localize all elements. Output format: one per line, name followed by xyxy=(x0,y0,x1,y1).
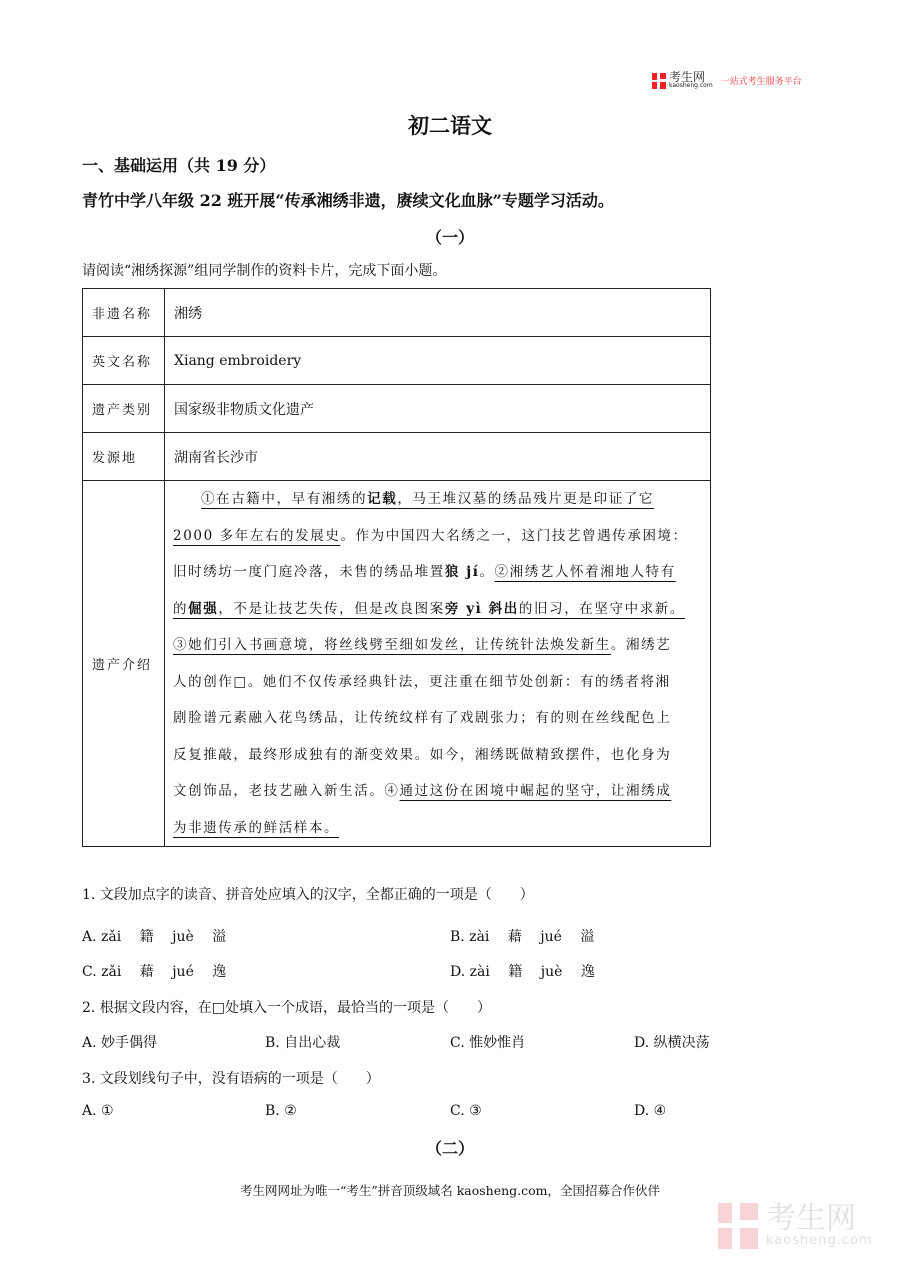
passage-segment: ③她们引入书画意境，将丝线劈至细如发丝，让传统针法焕发新生 xyxy=(173,637,611,653)
passage-segment: ，不是让技艺失传，但是改良图案 xyxy=(218,600,445,617)
card-label: 非遗名称 xyxy=(83,289,165,337)
passage-segment: 文创饰品，老技艺融入新生活。④ xyxy=(173,783,400,799)
passage-segment: ②湘绣艺人怀着湘地人特有 xyxy=(494,564,676,580)
passage-line xyxy=(173,627,702,664)
passage-segment: ①在古籍中，早有湘绣的 xyxy=(201,491,368,507)
card-row xyxy=(83,337,711,385)
card-value: Xiang embroidery xyxy=(165,337,711,385)
card-label: 遗产类别 xyxy=(83,385,165,433)
logo-mark-icon xyxy=(652,73,666,89)
intro-passage xyxy=(165,481,711,847)
passage-segment: 反复推敲，最终形成独有的渐变效果。如今，湘绣既做精致摆件，也化身为 xyxy=(173,746,672,763)
marked-word: 记载 xyxy=(367,491,398,507)
passage-line xyxy=(173,773,702,810)
answer-option[interactable]: D. ④ xyxy=(634,1103,667,1119)
answer-option[interactable]: D. 纵横决荡 xyxy=(634,1035,710,1051)
passage-line xyxy=(173,737,702,774)
answer-option[interactable]: B. ② xyxy=(265,1103,297,1119)
passage-line xyxy=(173,554,702,591)
passage-segment: 人的创作□。她们不仅传承经典针法，更注重在细节处创新：有的绣者将湘 xyxy=(173,673,671,690)
question-stem: 1. 文段加点字的读音、拼音处应填入的汉字，全都正确的一项是（ ） xyxy=(82,887,534,903)
footer-text: 考生网网址为唯一“考生”拼音顶级域名 kaosheng.com，全国招募合作伙伴 xyxy=(239,1183,661,1198)
answer-option[interactable]: C. zǎi 藉 jué 逸 xyxy=(82,964,227,980)
passage-segment: 2000 多年左右的发展史 xyxy=(173,527,341,544)
instruction: 请阅读“湘绣探源”组同学制作的资料卡片，完成下面小题。 xyxy=(82,263,447,279)
marked-word: 旁 yì 斜出 xyxy=(444,600,519,617)
card-row-intro xyxy=(83,481,711,847)
answer-option[interactable]: C. ③ xyxy=(450,1103,482,1119)
header-logo xyxy=(652,72,802,89)
watermark-logo xyxy=(718,1203,873,1249)
part-heading-2: （二） xyxy=(425,1139,474,1158)
answer-option[interactable]: A. ① xyxy=(82,1103,114,1119)
question-stem: 3. 文段划线句子中，没有语病的一项是（ ） xyxy=(82,1071,380,1087)
page-title: 初二语文 xyxy=(408,113,492,138)
slogan: 一站式考生服务平台 xyxy=(720,77,802,87)
passage-segment: 旧时绣坊一度门庭冷落，未售的绣品堆置 xyxy=(173,564,445,580)
marked-word: 倔强 xyxy=(188,600,219,617)
answer-option[interactable]: A. zǎi 籍 juè 溢 xyxy=(82,929,227,945)
passage-segment: ，马王堆汉墓的绣品残片更是印证了它 xyxy=(397,491,655,507)
passage-segment: 。作为中国四大名绣之一，这门技艺曾遇传承困境： xyxy=(340,527,688,544)
watermark-domain: kaosheng.com xyxy=(766,1233,873,1248)
passage-line xyxy=(173,700,702,737)
card-value: 国家级非物质文化遗产 xyxy=(165,385,711,433)
card-value: 湘绣 xyxy=(165,289,711,337)
passage-segment: 为非遗传承的鲜活样本。 xyxy=(173,819,340,836)
card-label: 发源地 xyxy=(83,433,165,481)
passage-line xyxy=(173,481,702,518)
passage-line xyxy=(173,664,702,701)
watermark-mark-icon xyxy=(718,1203,758,1249)
answer-option[interactable]: C. 惟妙惟肖 xyxy=(450,1035,526,1051)
card-value: 湖南省长沙市 xyxy=(165,433,711,481)
passage-segment: 。 xyxy=(479,564,495,580)
passage-segment: 剧脸谱元素融入花鸟绣品，让传统纹样有了戏剧张力；有的则在丝线配色上 xyxy=(173,710,672,726)
watermark-name: 考生网 xyxy=(766,1201,856,1236)
card-row xyxy=(83,289,711,337)
passage-segment: 通过这份在困境中崛起的坚守，让湘绣成 xyxy=(399,783,672,799)
logo-name: 考生网 kaosheng.com xyxy=(669,70,713,89)
passage-segment: 的 xyxy=(173,600,189,617)
card-row xyxy=(83,433,711,481)
answer-option[interactable]: B. 自出心裁 xyxy=(265,1035,341,1051)
part-heading-1: （一） xyxy=(425,228,474,247)
answer-option[interactable]: B. zài 藉 jué 溢 xyxy=(450,929,595,945)
answer-option[interactable]: A. 妙手偶得 xyxy=(82,1035,158,1051)
passage-segment: 的旧习，在坚守中求新。 xyxy=(518,600,685,617)
card-row xyxy=(83,385,711,433)
card-label: 遗产介绍 xyxy=(83,481,165,847)
answer-option[interactable]: D. zài 籍 juè 逸 xyxy=(450,964,595,980)
card-label: 英文名称 xyxy=(83,337,165,385)
info-card-table xyxy=(82,288,711,847)
passage-segment: 。湘绣艺 xyxy=(610,637,672,653)
passage-line xyxy=(173,810,702,847)
marked-word: 狼 jí xyxy=(444,564,480,580)
activity-intro: 青竹中学八年级 22 班开展“传承湘绣非遗，赓续文化血脉”专题学习活动。 xyxy=(82,191,614,210)
section-heading: 一、基础运用（共 19 分） xyxy=(82,156,276,175)
passage-line xyxy=(173,518,702,555)
passage-line xyxy=(173,591,702,628)
question-stem: 2. 根据文段内容，在□处填入一个成语，最恰当的一项是（ ） xyxy=(82,1000,492,1016)
